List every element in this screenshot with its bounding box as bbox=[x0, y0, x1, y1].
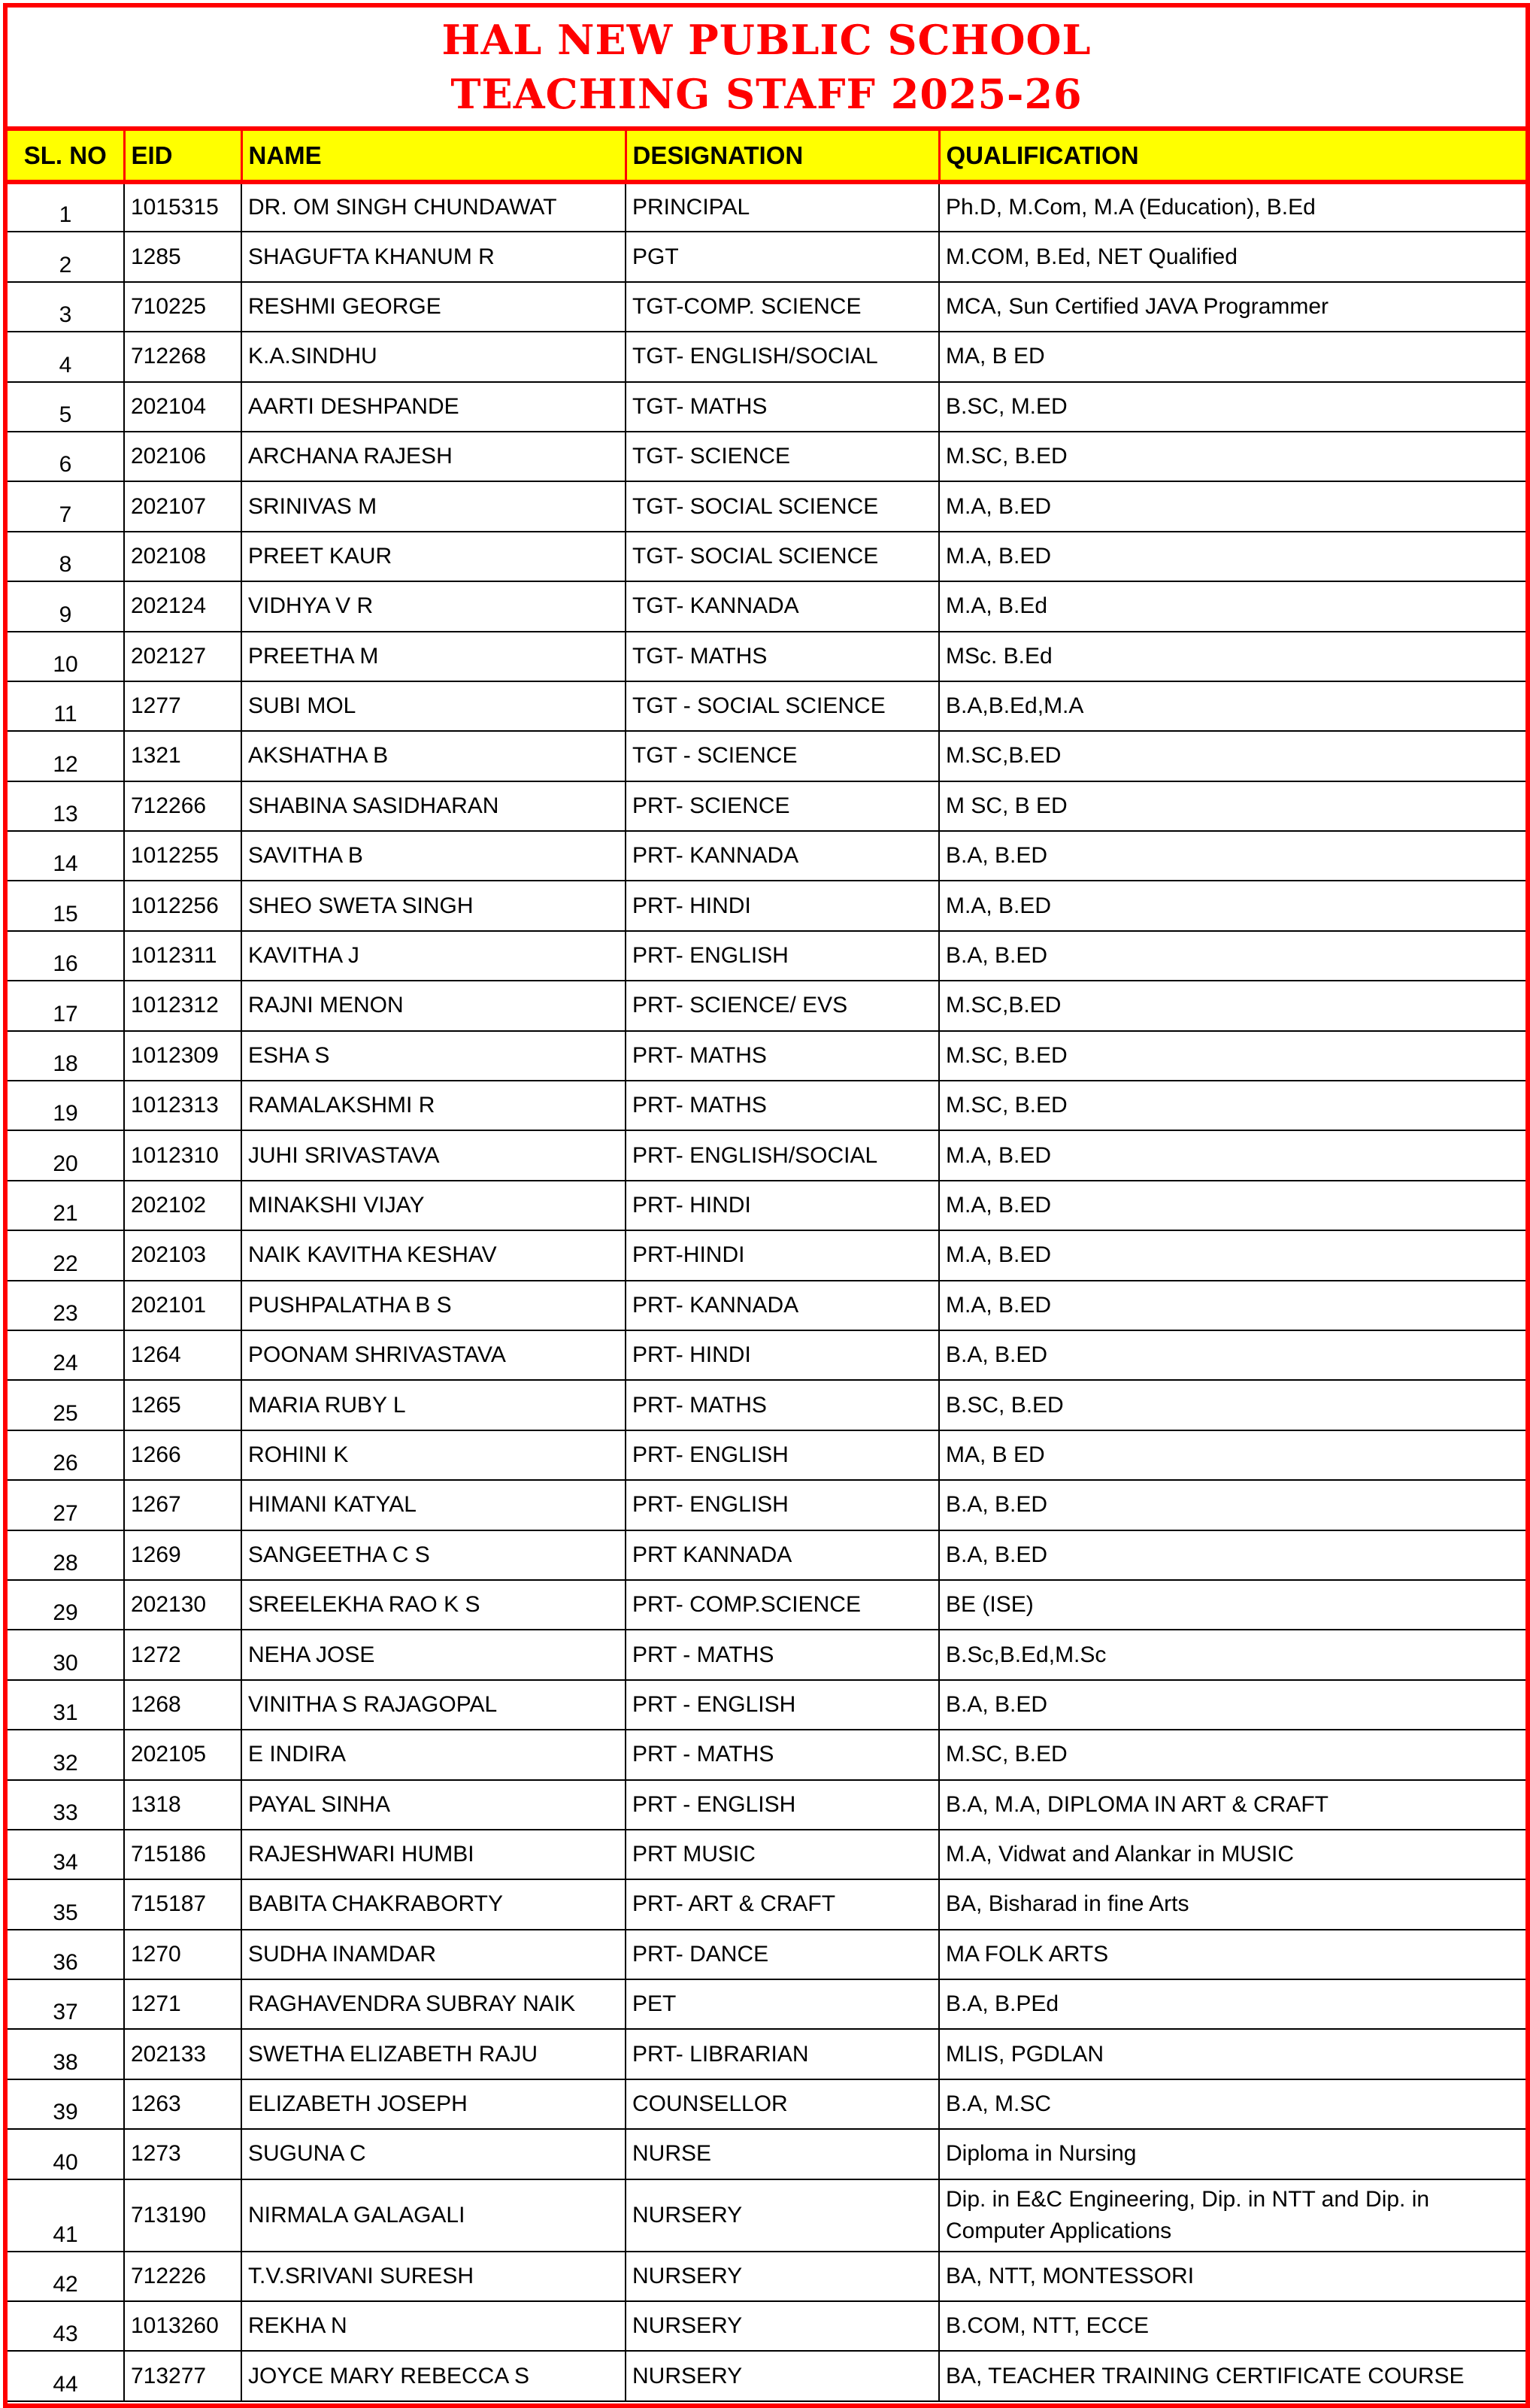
table-row bbox=[8, 2351, 1525, 2400]
table-row bbox=[8, 731, 1525, 781]
cell-qualification: B.A, B.ED bbox=[939, 1480, 1525, 1530]
cell-qualification: M.SC, B.ED bbox=[939, 1081, 1525, 1130]
cell-designation: PRT- MATHS bbox=[626, 1081, 939, 1130]
cell-eid: 202103 bbox=[124, 1230, 241, 1280]
cell-designation: PRT- SCIENCE/ EVS bbox=[626, 981, 939, 1030]
cell-eid: 1321 bbox=[124, 731, 241, 781]
cell-designation: TGT-COMP. SCIENCE bbox=[626, 282, 939, 332]
cell-qualification: B.A, M.SC bbox=[939, 2079, 1525, 2129]
cell-name: SANGEETHA C S bbox=[241, 1530, 626, 1580]
cell-designation: PRT- ENGLISH bbox=[626, 1480, 939, 1530]
cell-designation: COUNSELLOR bbox=[626, 2079, 939, 2129]
cell-designation: PGT bbox=[626, 232, 939, 281]
cell-name: SUGUNA C bbox=[241, 2129, 626, 2179]
cell-sl-no: 22 bbox=[8, 1230, 124, 1280]
cell-eid: 1012312 bbox=[124, 981, 241, 1030]
cell-eid: 1273 bbox=[124, 2129, 241, 2179]
cell-qualification: B.COM, NTT, ECCE bbox=[939, 2301, 1525, 2351]
cell-eid: 1012313 bbox=[124, 1081, 241, 1130]
cell-designation: TGT- MATHS bbox=[626, 382, 939, 432]
cell-designation: PRT- ART & CRAFT bbox=[626, 1879, 939, 1929]
table-row bbox=[8, 532, 1525, 581]
cell-designation: TGT- MATHS bbox=[626, 632, 939, 681]
cell-eid: 202133 bbox=[124, 2029, 241, 2079]
staff-sheet bbox=[3, 3, 1530, 2408]
cell-eid: 1015315 bbox=[124, 182, 241, 232]
cell-eid: 202101 bbox=[124, 1281, 241, 1330]
title-block bbox=[8, 8, 1525, 131]
cell-eid: 202130 bbox=[124, 1580, 241, 1630]
header-name: NAME bbox=[241, 131, 626, 182]
table-row bbox=[8, 831, 1525, 881]
cell-qualification: M.A, Vidwat and Alankar in MUSIC bbox=[939, 1830, 1525, 1879]
cell-sl-no: 13 bbox=[8, 781, 124, 831]
cell-qualification: MCA, Sun Certified JAVA Programmer bbox=[939, 282, 1525, 332]
table-row bbox=[8, 182, 1525, 232]
cell-sl-no: 3 bbox=[8, 282, 124, 332]
cell-qualification: M.A, B.Ed bbox=[939, 581, 1525, 631]
cell-qualification: M.A, B.ED bbox=[939, 881, 1525, 930]
cell-name: NEHA JOSE bbox=[241, 1630, 626, 1679]
cell-sl-no: 30 bbox=[8, 1630, 124, 1679]
cell-eid: 1265 bbox=[124, 1380, 241, 1430]
cell-sl-no: 31 bbox=[8, 1680, 124, 1730]
cell-qualification: M SC, B ED bbox=[939, 781, 1525, 831]
cell-qualification: BA, NTT, MONTESSORI bbox=[939, 2252, 1525, 2301]
cell-designation: PRT- HINDI bbox=[626, 881, 939, 930]
cell-qualification: MA, B ED bbox=[939, 332, 1525, 381]
cell-name: NIRMALA GALAGALI bbox=[241, 2179, 626, 2252]
cell-designation: PRT KANNADA bbox=[626, 1530, 939, 1580]
cell-eid: 202105 bbox=[124, 1730, 241, 1779]
table-row bbox=[8, 881, 1525, 930]
cell-sl-no: 40 bbox=[8, 2129, 124, 2179]
cell-designation: PRT- SCIENCE bbox=[626, 781, 939, 831]
cell-name: MINAKSHI VIJAY bbox=[241, 1181, 626, 1230]
cell-sl-no: 38 bbox=[8, 2029, 124, 2079]
cell-sl-no: 1 bbox=[8, 182, 124, 232]
cell-qualification: BA, TEACHER TRAINING CERTIFICATE COURSE bbox=[939, 2351, 1525, 2400]
cell-eid: 1285 bbox=[124, 232, 241, 281]
cell-designation: PRT - MATHS bbox=[626, 1730, 939, 1779]
table-row bbox=[8, 1181, 1525, 1230]
cell-sl-no: 29 bbox=[8, 1580, 124, 1630]
cell-eid: 713277 bbox=[124, 2351, 241, 2400]
table-row bbox=[8, 1730, 1525, 1779]
cell-name: SHEO SWETA SINGH bbox=[241, 881, 626, 930]
table-row bbox=[8, 2301, 1525, 2351]
cell-qualification: MA FOLK ARTS bbox=[939, 1930, 1525, 1979]
cell-name: SAVITHA B bbox=[241, 831, 626, 881]
cell-name: RAMALAKSHMI R bbox=[241, 1081, 626, 1130]
cell-eid: 712226 bbox=[124, 2252, 241, 2301]
table-row bbox=[8, 781, 1525, 831]
header-eid: EID bbox=[124, 131, 241, 182]
cell-name: HIMANI KATYAL bbox=[241, 1480, 626, 1530]
cell-eid: 713190 bbox=[124, 2179, 241, 2252]
cell-sl-no: 2 bbox=[8, 232, 124, 281]
cell-qualification: M.SC, B.ED bbox=[939, 1730, 1525, 1779]
cell-eid: 202102 bbox=[124, 1181, 241, 1230]
table-row bbox=[8, 2129, 1525, 2179]
table-row bbox=[8, 681, 1525, 731]
cell-name: RAJNI MENON bbox=[241, 981, 626, 1030]
cell-designation: PRT - MATHS bbox=[626, 1630, 939, 1679]
header-designation: DESIGNATION bbox=[626, 131, 939, 182]
cell-name: SUBI MOL bbox=[241, 681, 626, 731]
cell-sl-no: 32 bbox=[8, 1730, 124, 1779]
cell-designation: TGT - SOCIAL SCIENCE bbox=[626, 681, 939, 731]
cell-qualification: M.SC, B.ED bbox=[939, 432, 1525, 481]
cell-sl-no: 11 bbox=[8, 681, 124, 731]
cell-name: SHAGUFTA KHANUM R bbox=[241, 232, 626, 281]
cell-sl-no: 43 bbox=[8, 2301, 124, 2351]
cell-eid: 1318 bbox=[124, 1780, 241, 1830]
cell-qualification: B.A, B.PEd bbox=[939, 1979, 1525, 2029]
cell-designation: PRT- ENGLISH bbox=[626, 931, 939, 981]
cell-name: E INDIRA bbox=[241, 1730, 626, 1779]
cell-designation: PRT- MATHS bbox=[626, 1031, 939, 1081]
cell-designation: PRT- KANNADA bbox=[626, 831, 939, 881]
cell-sl-no: 42 bbox=[8, 2252, 124, 2301]
table-row bbox=[8, 2079, 1525, 2129]
cell-eid: 710225 bbox=[124, 282, 241, 332]
cell-name: SWETHA ELIZABETH RAJU bbox=[241, 2029, 626, 2079]
cell-sl-no: 18 bbox=[8, 1031, 124, 1081]
table-row bbox=[8, 232, 1525, 281]
cell-sl-no: 16 bbox=[8, 931, 124, 981]
cell-qualification: BE (ISE) bbox=[939, 1580, 1525, 1630]
cell-sl-no: 25 bbox=[8, 1380, 124, 1430]
cell-eid: 1263 bbox=[124, 2079, 241, 2129]
cell-name: BABITA CHAKRABORTY bbox=[241, 1879, 626, 1929]
cell-designation: NURSERY bbox=[626, 2179, 939, 2252]
cell-name: PREET KAUR bbox=[241, 532, 626, 581]
table-row bbox=[8, 1081, 1525, 1130]
header-sl-no: SL. NO bbox=[8, 131, 124, 182]
cell-eid: 712268 bbox=[124, 332, 241, 381]
cell-sl-no: 23 bbox=[8, 1281, 124, 1330]
cell-sl-no: 12 bbox=[8, 731, 124, 781]
cell-designation: PRT - ENGLISH bbox=[626, 1680, 939, 1730]
cell-qualification: M.A, B.ED bbox=[939, 1281, 1525, 1330]
table-row bbox=[8, 2252, 1525, 2301]
cell-name: ARCHANA RAJESH bbox=[241, 432, 626, 481]
cell-name: DR. OM SINGH CHUNDAWAT bbox=[241, 182, 626, 232]
cell-sl-no: 17 bbox=[8, 981, 124, 1030]
cell-designation: PRT- MATHS bbox=[626, 1380, 939, 1430]
cell-eid: 202108 bbox=[124, 532, 241, 581]
cell-designation: PRT- ENGLISH/SOCIAL bbox=[626, 1130, 939, 1180]
cell-name: ELIZABETH JOSEPH bbox=[241, 2079, 626, 2129]
cell-name: NAIK KAVITHA KESHAV bbox=[241, 1230, 626, 1280]
cell-sl-no: 4 bbox=[8, 332, 124, 381]
cell-qualification: Diploma in Nursing bbox=[939, 2129, 1525, 2179]
cell-name: JOYCE MARY REBECCA S bbox=[241, 2351, 626, 2400]
cell-designation: PRT- KANNADA bbox=[626, 1281, 939, 1330]
cell-designation: PRT- COMP.SCIENCE bbox=[626, 1580, 939, 1630]
cell-qualification: M.A, B.ED bbox=[939, 1230, 1525, 1280]
table-row bbox=[8, 1430, 1525, 1480]
cell-eid: 202124 bbox=[124, 581, 241, 631]
cell-designation: PET bbox=[626, 1979, 939, 2029]
table-row bbox=[8, 981, 1525, 1030]
cell-qualification: M.A, B.ED bbox=[939, 1181, 1525, 1230]
cell-sl-no: 35 bbox=[8, 1879, 124, 1929]
cell-eid: 202104 bbox=[124, 382, 241, 432]
cell-eid: 202107 bbox=[124, 481, 241, 531]
table-row bbox=[8, 581, 1525, 631]
cell-name: AARTI DESHPANDE bbox=[241, 382, 626, 432]
table-row bbox=[8, 1780, 1525, 1830]
table-row bbox=[8, 1480, 1525, 1530]
cell-eid: 1012255 bbox=[124, 831, 241, 881]
cell-name: ROHINI K bbox=[241, 1430, 626, 1480]
cell-sl-no: 7 bbox=[8, 481, 124, 531]
cell-sl-no: 24 bbox=[8, 1330, 124, 1380]
cell-designation: TGT- SCIENCE bbox=[626, 432, 939, 481]
cell-name: K.A.SINDHU bbox=[241, 332, 626, 381]
table-row bbox=[8, 1680, 1525, 1730]
school-name: HAL NEW PUBLIC SCHOOL bbox=[441, 16, 1092, 64]
cell-name: POONAM SHRIVASTAVA bbox=[241, 1330, 626, 1380]
cell-qualification: B.SC, B.ED bbox=[939, 1380, 1525, 1430]
cell-qualification: B.A, M.A, DIPLOMA IN ART & CRAFT bbox=[939, 1780, 1525, 1830]
cell-qualification: M.A, B.ED bbox=[939, 1130, 1525, 1180]
cell-qualification: B.A, B.ED bbox=[939, 1680, 1525, 1730]
cell-eid: 1268 bbox=[124, 1680, 241, 1730]
table-row bbox=[8, 1930, 1525, 1979]
cell-designation: NURSE bbox=[626, 2129, 939, 2179]
cell-eid: 1012256 bbox=[124, 881, 241, 930]
cell-name: MARIA RUBY L bbox=[241, 1380, 626, 1430]
cell-qualification: MSc. B.Ed bbox=[939, 632, 1525, 681]
cell-sl-no: 9 bbox=[8, 581, 124, 631]
cell-eid: 1277 bbox=[124, 681, 241, 731]
cell-name: RAJESHWARI HUMBI bbox=[241, 1830, 626, 1879]
table-row bbox=[8, 1630, 1525, 1679]
header-qualification: QUALIFICATION bbox=[939, 131, 1525, 182]
table-row bbox=[8, 1580, 1525, 1630]
cell-name: SREELEKHA RAO K S bbox=[241, 1580, 626, 1630]
cell-name: ESHA S bbox=[241, 1031, 626, 1081]
table-row bbox=[8, 1330, 1525, 1380]
cell-designation: PRT- LIBRARIAN bbox=[626, 2029, 939, 2079]
cell-qualification: Ph.D, M.Com, M.A (Education), B.Ed bbox=[939, 182, 1525, 232]
cell-sl-no: 39 bbox=[8, 2079, 124, 2129]
cell-name: SUDHA INAMDAR bbox=[241, 1930, 626, 1979]
table-row bbox=[8, 1031, 1525, 1081]
cell-eid: 712266 bbox=[124, 781, 241, 831]
table-row bbox=[8, 2029, 1525, 2079]
cell-eid: 715186 bbox=[124, 1830, 241, 1879]
cell-qualification: B.SC, M.ED bbox=[939, 382, 1525, 432]
staff-table-body bbox=[8, 182, 1525, 2401]
cell-designation: PRT- HINDI bbox=[626, 1330, 939, 1380]
table-row bbox=[8, 282, 1525, 332]
cell-name: VINITHA S RAJAGOPAL bbox=[241, 1680, 626, 1730]
table-row bbox=[8, 481, 1525, 531]
header-row bbox=[8, 131, 1525, 182]
cell-sl-no: 15 bbox=[8, 881, 124, 930]
cell-eid: 715187 bbox=[124, 1879, 241, 1929]
cell-designation: NURSERY bbox=[626, 2252, 939, 2301]
cell-sl-no: 14 bbox=[8, 831, 124, 881]
cell-sl-no: 20 bbox=[8, 1130, 124, 1180]
cell-designation: NURSERY bbox=[626, 2301, 939, 2351]
cell-name: KAVITHA J bbox=[241, 931, 626, 981]
cell-sl-no: 36 bbox=[8, 1930, 124, 1979]
table-row bbox=[8, 382, 1525, 432]
cell-eid: 1267 bbox=[124, 1480, 241, 1530]
cell-eid: 202127 bbox=[124, 632, 241, 681]
cell-name: PUSHPALATHA B S bbox=[241, 1281, 626, 1330]
cell-eid: 1272 bbox=[124, 1630, 241, 1679]
cell-qualification: Dip. in E&C Engineering, Dip. in NTT and Dip. in Computer Applications bbox=[939, 2179, 1525, 2252]
cell-eid: 1012311 bbox=[124, 931, 241, 981]
cell-sl-no: 5 bbox=[8, 382, 124, 432]
cell-sl-no: 44 bbox=[8, 2351, 124, 2400]
cell-qualification: B.A, B.ED bbox=[939, 1330, 1525, 1380]
cell-qualification: MLIS, PGDLAN bbox=[939, 2029, 1525, 2079]
cell-eid: 1013260 bbox=[124, 2301, 241, 2351]
table-row bbox=[8, 931, 1525, 981]
cell-name: RESHMI GEORGE bbox=[241, 282, 626, 332]
cell-sl-no: 41 bbox=[8, 2179, 124, 2252]
table-row bbox=[8, 1879, 1525, 1929]
cell-name: AKSHATHA B bbox=[241, 731, 626, 781]
cell-eid: 1266 bbox=[124, 1430, 241, 1480]
cell-sl-no: 19 bbox=[8, 1081, 124, 1130]
cell-sl-no: 21 bbox=[8, 1181, 124, 1230]
cell-eid: 1012309 bbox=[124, 1031, 241, 1081]
cell-designation: PRT- ENGLISH bbox=[626, 1430, 939, 1480]
cell-designation: PRT - ENGLISH bbox=[626, 1780, 939, 1830]
cell-qualification: B.A, B.ED bbox=[939, 1530, 1525, 1580]
cell-designation: PRT- HINDI bbox=[626, 1181, 939, 1230]
cell-designation: NURSERY bbox=[626, 2351, 939, 2400]
cell-name: SRINIVAS M bbox=[241, 481, 626, 531]
cell-sl-no: 37 bbox=[8, 1979, 124, 2029]
cell-designation: TGT- ENGLISH/SOCIAL bbox=[626, 332, 939, 381]
cell-designation: TGT- KANNADA bbox=[626, 581, 939, 631]
cell-designation: PRT-HINDI bbox=[626, 1230, 939, 1280]
table-row bbox=[8, 2179, 1525, 2252]
cell-qualification: BA, Bisharad in fine Arts bbox=[939, 1879, 1525, 1929]
cell-qualification: M.COM, B.Ed, NET Qualified bbox=[939, 232, 1525, 281]
cell-name: JUHI SRIVASTAVA bbox=[241, 1130, 626, 1180]
cell-designation: PRT- DANCE bbox=[626, 1930, 939, 1979]
cell-name: SHABINA SASIDHARAN bbox=[241, 781, 626, 831]
table-row bbox=[8, 332, 1525, 381]
cell-name: VIDHYA V R bbox=[241, 581, 626, 631]
cell-qualification: M.A, B.ED bbox=[939, 532, 1525, 581]
table-row bbox=[8, 432, 1525, 481]
cell-qualification: M.A, B.ED bbox=[939, 481, 1525, 531]
sheet-title: TEACHING STAFF 2025-26 bbox=[450, 70, 1083, 118]
cell-designation: PRT MUSIC bbox=[626, 1830, 939, 1879]
cell-eid: 1264 bbox=[124, 1330, 241, 1380]
cell-designation: PRINCIPAL bbox=[626, 182, 939, 232]
cell-eid: 1269 bbox=[124, 1530, 241, 1580]
cell-sl-no: 34 bbox=[8, 1830, 124, 1879]
table-row bbox=[8, 1230, 1525, 1280]
cell-name: REKHA N bbox=[241, 2301, 626, 2351]
cell-name: PREETHA M bbox=[241, 632, 626, 681]
table-row bbox=[8, 1380, 1525, 1430]
cell-eid: 1012310 bbox=[124, 1130, 241, 1180]
cell-sl-no: 6 bbox=[8, 432, 124, 481]
cell-designation: TGT- SOCIAL SCIENCE bbox=[626, 481, 939, 531]
cell-qualification: M.SC, B.ED bbox=[939, 1031, 1525, 1081]
cell-name: T.V.SRIVANI SURESH bbox=[241, 2252, 626, 2301]
cell-qualification: M.SC,B.ED bbox=[939, 731, 1525, 781]
staff-table bbox=[8, 131, 1525, 2402]
table-row bbox=[8, 1281, 1525, 1330]
table-row bbox=[8, 632, 1525, 681]
cell-sl-no: 8 bbox=[8, 532, 124, 581]
cell-designation: TGT- SOCIAL SCIENCE bbox=[626, 532, 939, 581]
cell-eid: 202106 bbox=[124, 432, 241, 481]
table-row bbox=[8, 1979, 1525, 2029]
table-row bbox=[8, 1530, 1525, 1580]
table-row bbox=[8, 1130, 1525, 1180]
cell-name: PAYAL SINHA bbox=[241, 1780, 626, 1830]
cell-qualification: B.Sc,B.Ed,M.Sc bbox=[939, 1630, 1525, 1679]
cell-qualification: MA, B ED bbox=[939, 1430, 1525, 1480]
cell-sl-no: 10 bbox=[8, 632, 124, 681]
cell-sl-no: 27 bbox=[8, 1480, 124, 1530]
cell-eid: 1271 bbox=[124, 1979, 241, 2029]
cell-name: RAGHAVENDRA SUBRAY NAIK bbox=[241, 1979, 626, 2029]
cell-sl-no: 26 bbox=[8, 1430, 124, 1480]
cell-designation: TGT - SCIENCE bbox=[626, 731, 939, 781]
cell-sl-no: 28 bbox=[8, 1530, 124, 1580]
cell-qualification: B.A, B.ED bbox=[939, 931, 1525, 981]
cell-sl-no: 33 bbox=[8, 1780, 124, 1830]
cell-eid: 1270 bbox=[124, 1930, 241, 1979]
cell-qualification: B.A, B.ED bbox=[939, 831, 1525, 881]
cell-qualification: M.SC,B.ED bbox=[939, 981, 1525, 1030]
table-row bbox=[8, 1830, 1525, 1879]
cell-qualification: B.A,B.Ed,M.A bbox=[939, 681, 1525, 731]
